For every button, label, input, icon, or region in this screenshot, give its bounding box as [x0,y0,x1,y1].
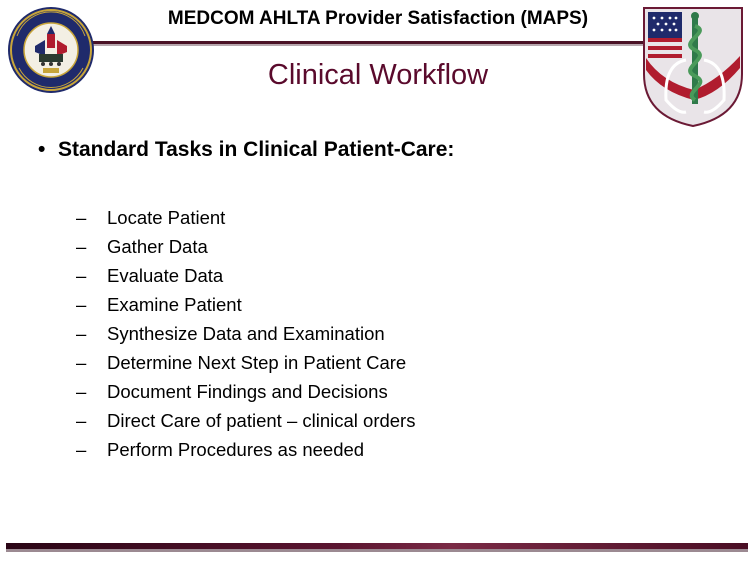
task-item [76,319,415,348]
army-seal-logo [7,6,95,94]
bullet-marker: • [38,138,46,161]
task-text: Evaluate Data [107,265,224,286]
task-item [76,377,415,406]
task-list [76,203,415,464]
task-text: Examine Patient [107,294,242,315]
task-item [76,348,415,377]
slide-title: Clinical Workflow [267,59,489,91]
main-bullet [38,138,454,162]
header-rule [90,41,646,47]
task-text: Gather Data [107,236,208,257]
task-item [76,435,415,464]
task-item [76,290,415,319]
task-dash: – [76,439,87,460]
task-dash: – [76,381,87,402]
task-dash: – [76,352,87,373]
task-text: Perform Procedures as needed [107,439,365,460]
task-dash: – [76,294,87,315]
task-item [76,406,415,435]
task-dash: – [76,265,87,286]
medical-crest-logo [642,4,744,128]
task-text: Determine Next Step in Patient Care [107,352,407,373]
bullet-text: Standard Tasks in Clinical Patient-Care: [58,138,455,161]
task-dash: – [76,207,87,228]
task-dash: – [76,410,87,431]
header-title: MEDCOM AHLTA Provider Satisfaction (MAPS) [167,8,589,29]
footer-bar [6,543,748,553]
task-text: Synthesize Data and Examination [107,323,385,344]
task-item [76,261,415,290]
task-item [76,232,415,261]
task-text: Document Findings and Decisions [107,381,388,402]
task-dash: – [76,236,87,257]
task-dash: – [76,323,87,344]
task-text: Direct Care of patient – clinical orders [107,410,416,431]
task-text: Locate Patient [107,207,226,228]
task-item [76,203,415,232]
